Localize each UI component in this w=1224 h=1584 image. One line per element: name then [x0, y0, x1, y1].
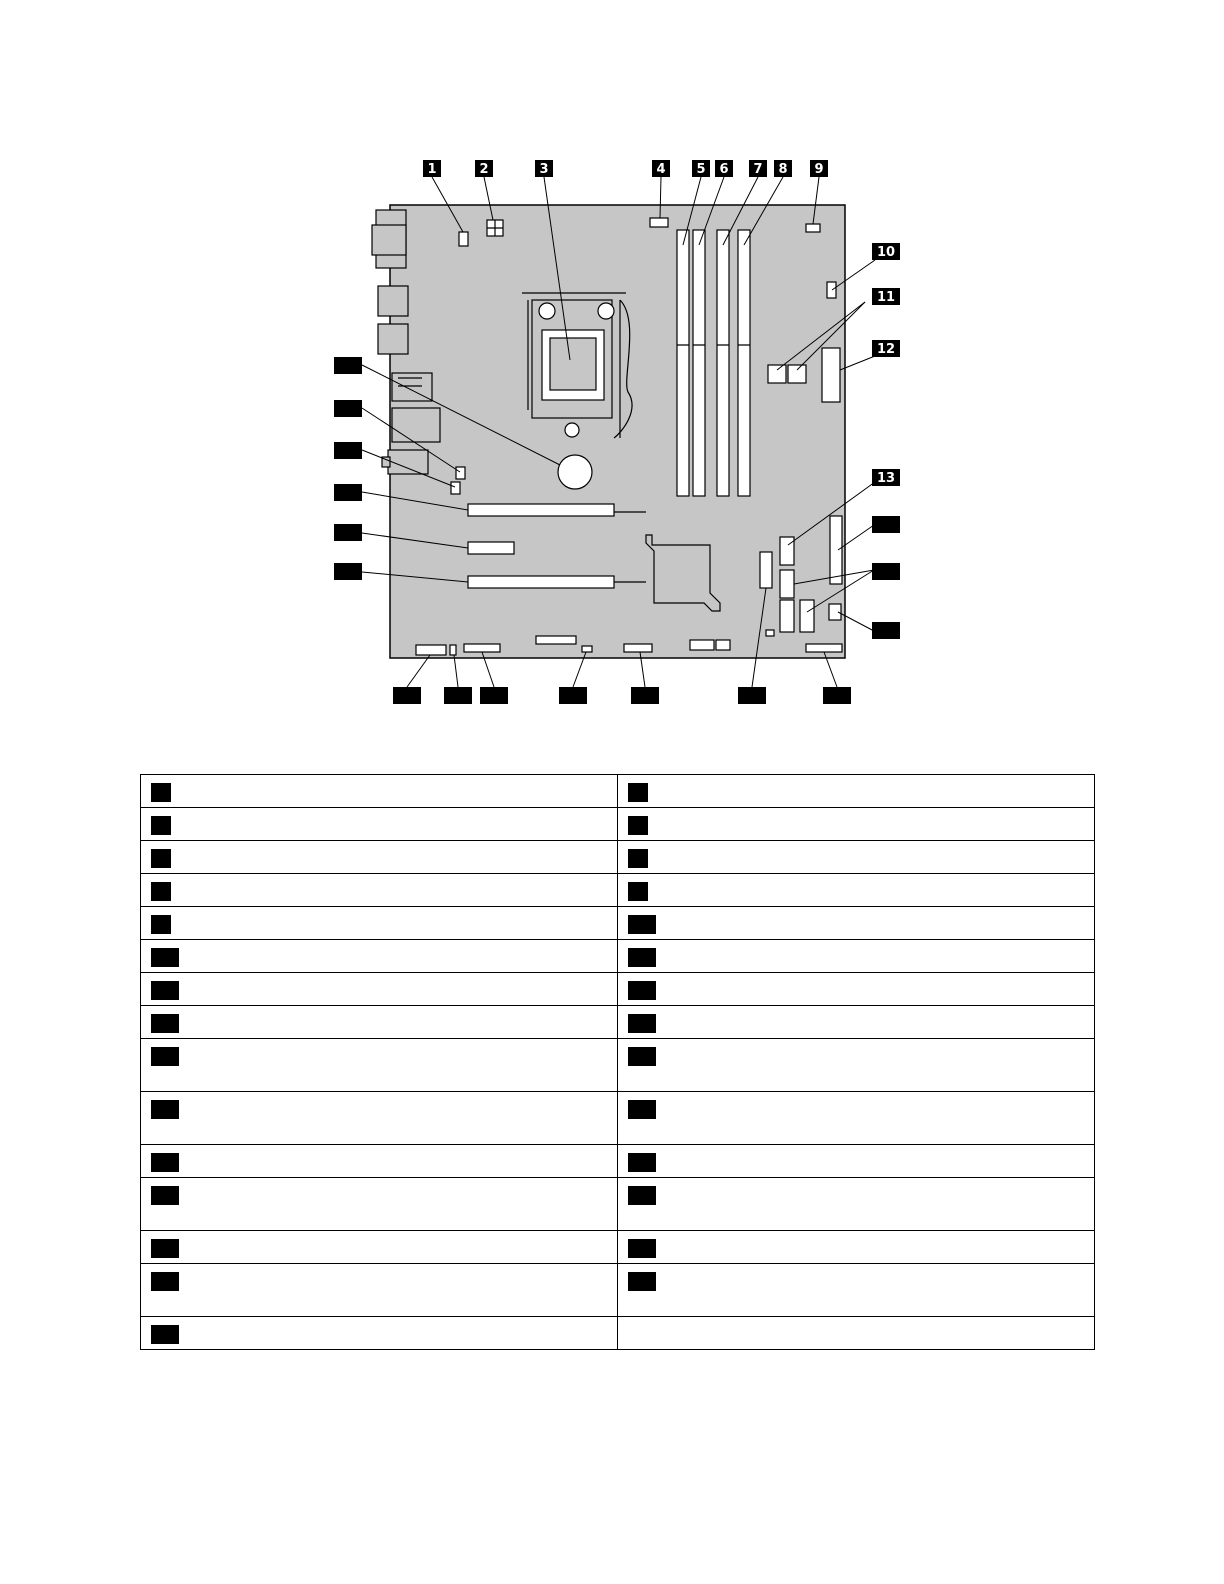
main-power-connector-12	[822, 348, 840, 402]
callout-marker-right-1	[872, 516, 900, 533]
callout-12	[872, 340, 900, 357]
legend-callout-badge	[628, 783, 648, 802]
legend-callout-badge	[628, 1239, 656, 1258]
legend-row	[141, 1039, 1095, 1092]
legend-cell	[618, 1178, 1095, 1231]
svg-text:5: 5	[696, 162, 706, 177]
legend-callout-badge	[628, 1186, 656, 1205]
callout-marker-left-1	[334, 357, 362, 374]
legend-cell	[618, 841, 1095, 874]
connector-16	[829, 604, 841, 620]
legend-cell	[141, 907, 618, 940]
svg-text:7: 7	[753, 162, 763, 177]
legend-row	[141, 940, 1095, 973]
svg-text:1: 1	[427, 162, 437, 177]
callout-marker-bottom-3	[480, 687, 508, 704]
legend-callout-badge	[151, 1100, 179, 1119]
callout-6	[715, 160, 733, 177]
legend-row	[141, 973, 1095, 1006]
legend-row	[141, 841, 1095, 874]
legend-row	[141, 874, 1095, 907]
callout-marker-bottom-6	[738, 687, 766, 704]
svg-text:8: 8	[778, 162, 788, 177]
legend-row	[141, 1231, 1095, 1264]
legend-cell	[618, 1006, 1095, 1039]
legend-cell	[618, 1039, 1095, 1092]
svg-text:13: 13	[876, 471, 896, 486]
system-board-diagram	[0, 0, 1224, 740]
legend-table	[140, 774, 1095, 1350]
legend-callout-badge	[628, 948, 656, 967]
callout-marker-bottom-1	[393, 687, 421, 704]
legend-callout-badge	[151, 849, 171, 868]
legend-cell	[618, 1231, 1095, 1264]
legend-cell	[618, 973, 1095, 1006]
svg-text:4: 4	[656, 162, 666, 177]
legend-callout-badge	[628, 1153, 656, 1172]
legend-row	[141, 808, 1095, 841]
callout-marker-bottom-2	[444, 687, 472, 704]
legend-callout-badge	[151, 915, 171, 934]
legend-callout-badge	[151, 1325, 179, 1344]
svg-text:9: 9	[814, 162, 824, 177]
svg-text:11: 11	[876, 290, 896, 305]
legend-callout-badge	[151, 981, 179, 1000]
legend-callout-badge	[628, 849, 648, 868]
legend-row	[141, 1264, 1095, 1317]
legend-cell	[141, 841, 618, 874]
callout-marker-right-3	[872, 622, 900, 639]
legend-callout-badge	[151, 1272, 179, 1291]
legend-callout-badge	[151, 1047, 179, 1066]
legend-cell	[141, 1039, 618, 1092]
callout-3	[535, 160, 553, 177]
legend-callout-badge	[628, 915, 656, 934]
legend-callout-badge	[151, 783, 171, 802]
top-connector-9	[806, 224, 820, 232]
callout-marker-bottom-7	[823, 687, 851, 704]
connector-left-b	[451, 482, 460, 494]
legend-cell	[141, 1145, 618, 1178]
callout-5	[692, 160, 710, 177]
system-board-outline	[390, 205, 845, 658]
fan-connector-1	[459, 232, 468, 246]
legend-cell	[141, 1264, 618, 1317]
legend-cell	[141, 775, 618, 808]
legend-row	[141, 907, 1095, 940]
legend-row	[141, 1006, 1095, 1039]
legend-cell	[141, 940, 618, 973]
battery	[558, 455, 592, 489]
legend-callout-badge	[151, 1186, 179, 1205]
legend-cell	[141, 1178, 618, 1231]
legend-row	[141, 1178, 1095, 1231]
callout-13	[872, 469, 900, 486]
legend-callout-badge	[151, 1239, 179, 1258]
top-connector-4	[650, 218, 668, 227]
callout-marker-right-2	[872, 563, 900, 580]
callout-marker-left-3	[334, 442, 362, 459]
svg-text:2: 2	[479, 162, 489, 177]
legend-callout-badge	[628, 1047, 656, 1066]
callout-marker-bottom-4	[559, 687, 587, 704]
legend-body	[141, 775, 1095, 1350]
legend-callout-badge	[628, 981, 656, 1000]
legend-callout-badge	[151, 882, 171, 901]
callout-4	[652, 160, 670, 177]
legend-cell	[141, 874, 618, 907]
legend-row	[141, 1317, 1095, 1350]
legend-row	[141, 1145, 1095, 1178]
callout-7	[749, 160, 767, 177]
legend-row	[141, 775, 1095, 808]
legend-callout-badge	[151, 816, 171, 835]
callout-marker-left-5	[334, 524, 362, 541]
callout-10	[872, 243, 900, 260]
callout-9	[810, 160, 828, 177]
callout-marker-left-4	[334, 484, 362, 501]
legend-callout-badge	[628, 1014, 656, 1033]
callout-11	[872, 288, 900, 305]
legend-row	[141, 1092, 1095, 1145]
legend-cell	[618, 907, 1095, 940]
legend-cell	[618, 1317, 1095, 1350]
legend-cell	[141, 973, 618, 1006]
legend-cell	[618, 874, 1095, 907]
connector-left-a	[456, 467, 465, 479]
svg-text:6: 6	[719, 162, 729, 177]
legend-cell	[141, 1317, 618, 1350]
callout-marker-left-6	[334, 563, 362, 580]
legend-cell	[141, 808, 618, 841]
legend-cell	[141, 1006, 618, 1039]
legend-callout-badge	[151, 948, 179, 967]
legend-cell	[141, 1231, 618, 1264]
legend-cell	[618, 1264, 1095, 1317]
connector-14	[830, 516, 842, 584]
callout-1	[423, 160, 441, 177]
jumper	[766, 630, 774, 636]
svg-text:10: 10	[876, 245, 896, 260]
connector-10	[827, 282, 836, 298]
legend-callout-badge	[151, 1014, 179, 1033]
legend-cell	[618, 1092, 1095, 1145]
connector-center	[760, 552, 772, 588]
callout-marker-left-2	[334, 400, 362, 417]
legend-callout-badge	[151, 1153, 179, 1172]
svg-text:3: 3	[539, 162, 549, 177]
callout-2	[475, 160, 493, 177]
legend-callout-badge	[628, 1100, 656, 1119]
legend-callout-badge	[628, 1272, 656, 1291]
legend-callout-badge	[628, 882, 648, 901]
callout-8	[774, 160, 792, 177]
legend-cell	[618, 940, 1095, 973]
svg-text:12: 12	[876, 342, 896, 357]
callout-marker-bottom-5	[631, 687, 659, 704]
legend-cell	[141, 1092, 618, 1145]
legend-cell	[618, 808, 1095, 841]
legend-callout-badge	[628, 816, 648, 835]
legend-cell	[618, 1145, 1095, 1178]
power-connector-4pin	[487, 220, 503, 236]
legend-cell	[618, 775, 1095, 808]
